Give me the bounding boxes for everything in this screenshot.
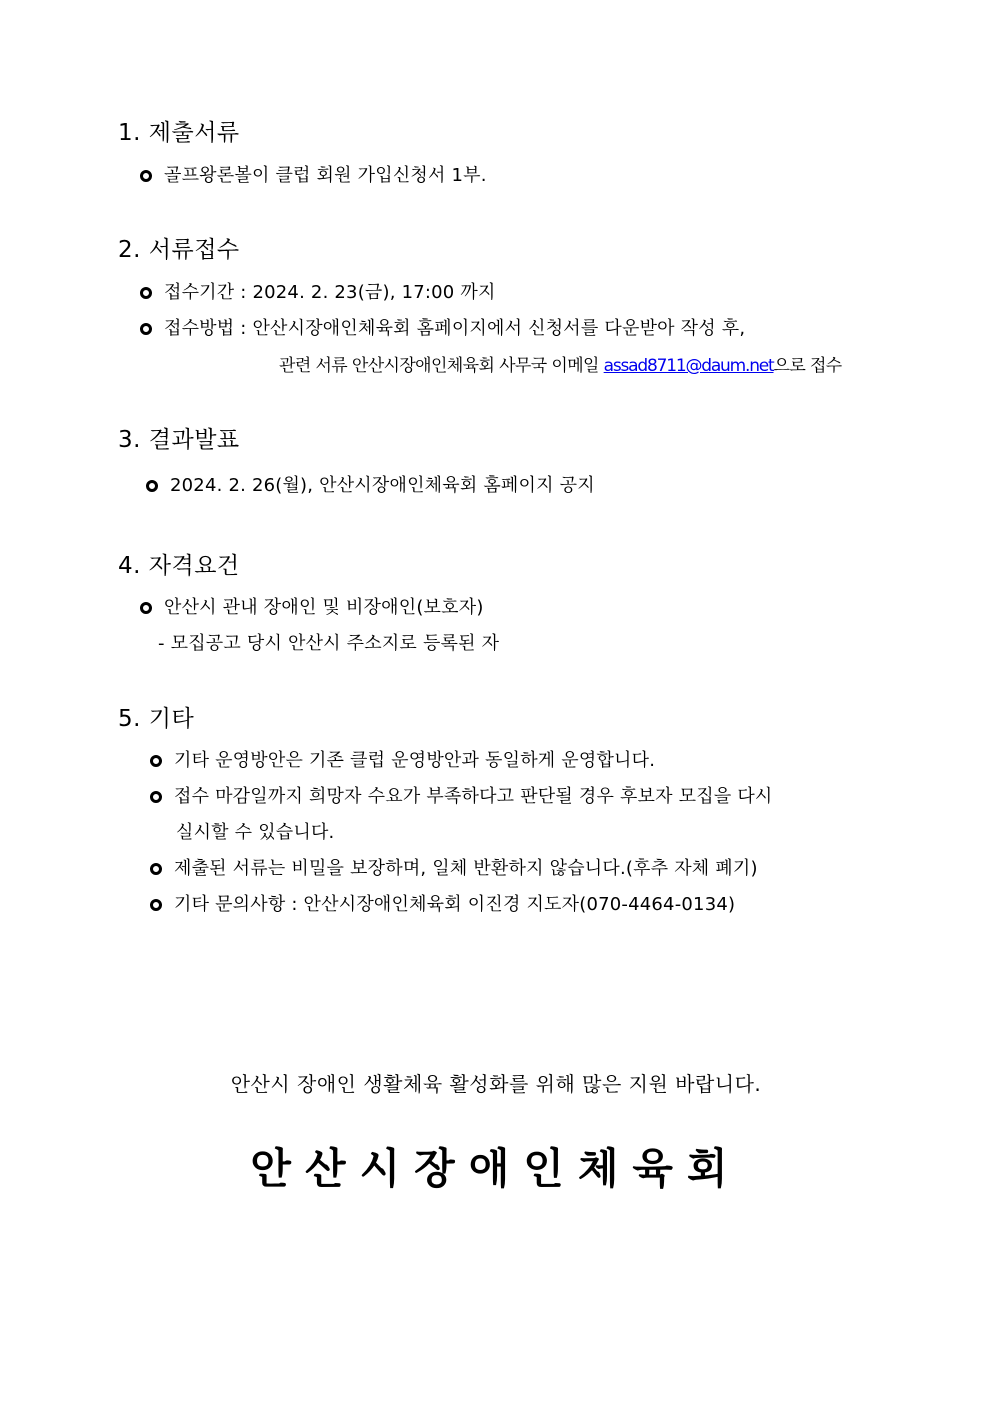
section-2-item-method-text: 접수방법 : 안산시장애인체육회 홈페이지에서 신청서를 다운받아 작성 후,	[164, 318, 746, 339]
section-2-item-period	[140, 278, 496, 304]
circle-bullet-icon	[140, 170, 152, 182]
section-5-item-3-text: 제출된 서류는 비밀을 보장하며, 일체 반환하지 않습니다.(후추 자체 폐기)	[174, 858, 758, 879]
section-2-item-method	[140, 314, 745, 340]
section-5-item-4	[150, 890, 735, 916]
section-3-heading: 3. 결과발표	[118, 427, 240, 453]
section-2-method-continuation	[279, 351, 842, 376]
section-4-subitem: - 모집공고 당시 안산시 주소지로 등록된 자	[158, 633, 500, 654]
section-5-item-3	[150, 854, 758, 880]
section-1-heading: 1. 제출서류	[118, 120, 240, 146]
closing-message: 안산시 장애인 생활체육 활성화를 위해 많은 지원 바랍니다.	[230, 1072, 762, 1096]
continuation-prefix: 관련 서류 안산시장애인체육회 사무국 이메일	[279, 356, 604, 376]
email-link[interactable]: assad8711@daum.net	[603, 356, 774, 376]
continuation-suffix: 으로 접수	[773, 356, 842, 376]
section-4-heading: 4. 자격요건	[118, 553, 240, 579]
section-5-item-2	[150, 782, 773, 808]
section-2-item-period-text: 접수기간 : 2024. 2. 23(금), 17:00 까지	[164, 282, 496, 303]
section-1-item	[140, 161, 487, 187]
section-5-heading: 5. 기타	[118, 706, 195, 732]
circle-bullet-icon	[150, 755, 162, 767]
section-4-item	[140, 593, 484, 619]
section-3-item	[146, 471, 595, 497]
section-4-item-text: 안산시 관내 장애인 및 비장애인(보호자)	[164, 597, 484, 618]
organization-name: 안산시장애인체육회	[250, 1144, 742, 1193]
section-5-item-1	[150, 746, 655, 772]
circle-bullet-icon	[146, 480, 158, 492]
circle-bullet-icon	[150, 791, 162, 803]
circle-bullet-icon	[150, 899, 162, 911]
circle-bullet-icon	[140, 287, 152, 299]
circle-bullet-icon	[150, 863, 162, 875]
section-5-item-2-continuation: 실시할 수 있습니다.	[176, 822, 335, 843]
section-3-item-text: 2024. 2. 26(월), 안산시장애인체육회 홈페이지 공지	[170, 475, 595, 496]
section-5-item-4-text: 기타 문의사항 : 안산시장애인체육회 이진경 지도자(070-4464-0134)	[174, 894, 736, 915]
circle-bullet-icon	[140, 323, 152, 335]
section-5-item-2-text: 접수 마감일까지 희망자 수요가 부족하다고 판단될 경우 후보자 모집을 다시	[174, 786, 773, 807]
section-5-item-1-text: 기타 운영방안은 기존 클럽 운영방안과 동일하게 운영합니다.	[174, 750, 656, 771]
section-2-heading: 2. 서류접수	[118, 237, 240, 263]
circle-bullet-icon	[140, 602, 152, 614]
section-1-item-text: 골프왕론볼이 클럽 회원 가입신청서 1부.	[164, 165, 487, 186]
